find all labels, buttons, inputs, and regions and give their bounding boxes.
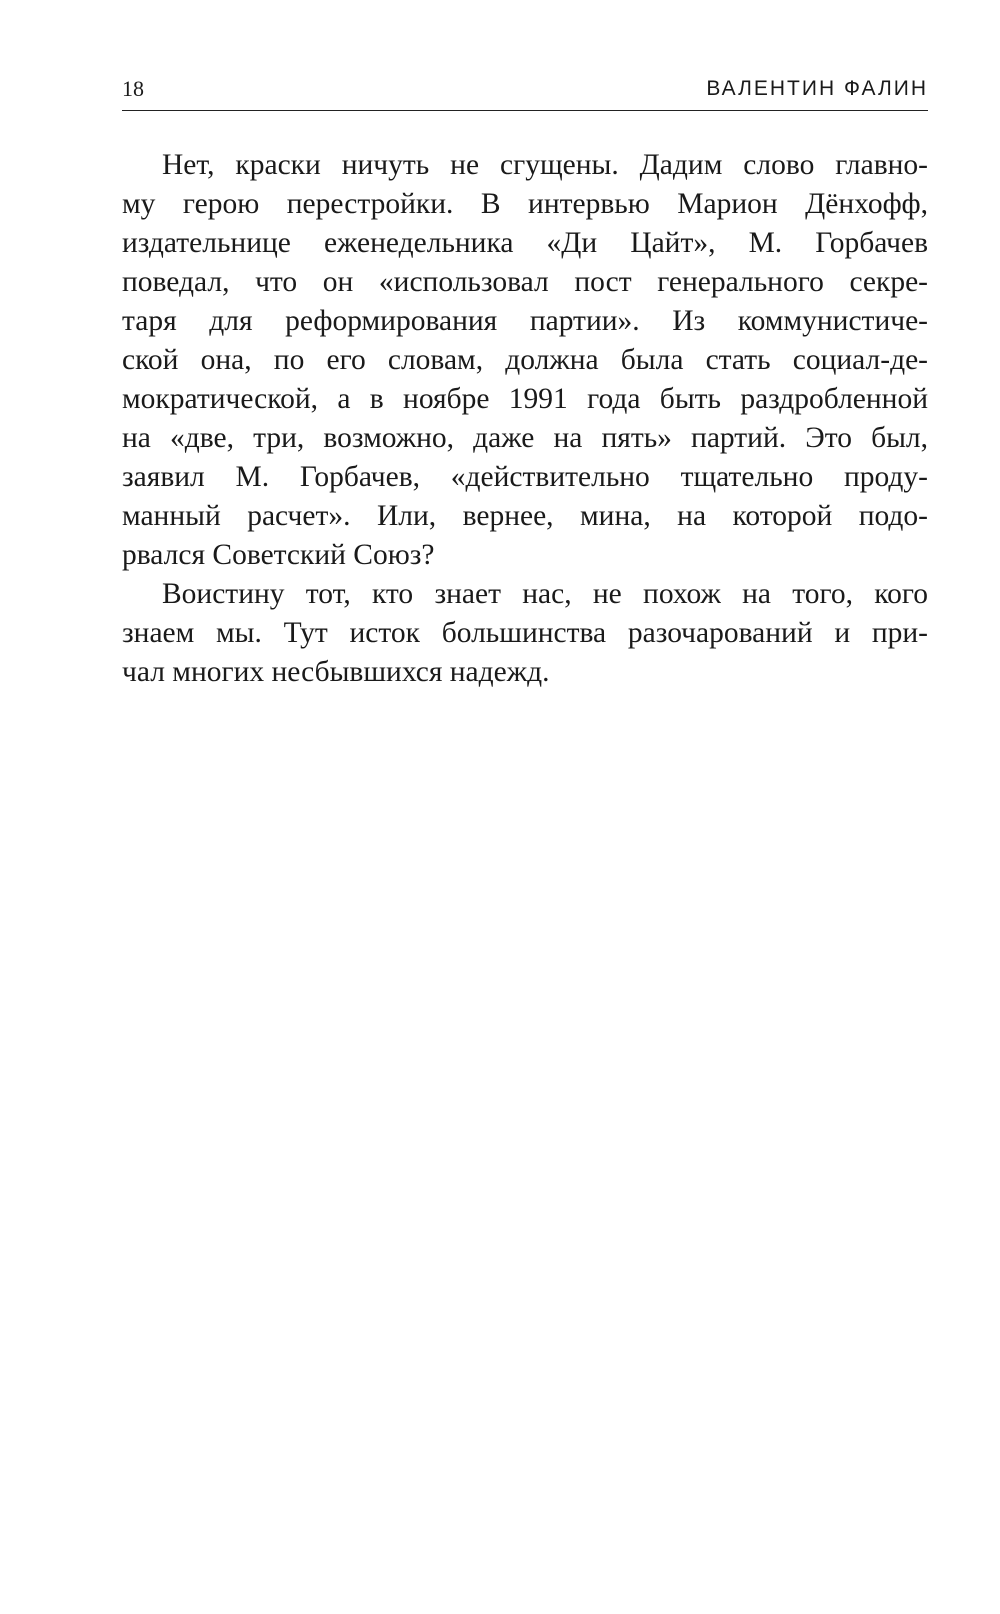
text-line: рвался Советский Союз? [122, 539, 435, 571]
text-line: поведал, что он «использовал пост генерального секре- [122, 266, 928, 298]
text-line: мократической, а в ноябре 1991 года быть раздробленной [122, 383, 928, 415]
text-line: знаем мы. Тут исток большинства разочарований и при- [122, 617, 928, 649]
text-line: ской она, по его словам, должна была стать социал-де- [122, 344, 928, 376]
text-line: таря для реформирования партии». Из коммунистиче- [122, 305, 928, 337]
header-rule [122, 110, 928, 111]
page-number: 18 [122, 76, 144, 101]
paragraph-1 [122, 146, 928, 575]
text-line: чал многих несбывшихся надежд. [122, 656, 550, 688]
text-line: Нет, краски ничуть не сгущены. Дадим слово главно- [162, 149, 928, 181]
paragraph-2 [122, 575, 928, 692]
text-line: Воистину тот, кто знает нас, не похож на того, кого [162, 578, 928, 610]
text-line: на «две, три, возможно, даже на пять» партий. Это был, [122, 422, 928, 454]
text-line: заявил М. Горбачев, «действительно тщательно проду- [122, 461, 928, 493]
text-line: манный расчет». Или, вернее, мина, на которой подо- [122, 500, 928, 532]
text-line: му герою перестройки. В интервью Марион Дёнхофф, [122, 188, 928, 220]
body-text [122, 146, 928, 692]
book-author: ВАЛЕНТИН ФАЛИН [706, 77, 928, 100]
running-head [122, 72, 928, 112]
text-line: издательнице еженедельника «Ди Цайт», М. Горбачев [122, 227, 928, 259]
